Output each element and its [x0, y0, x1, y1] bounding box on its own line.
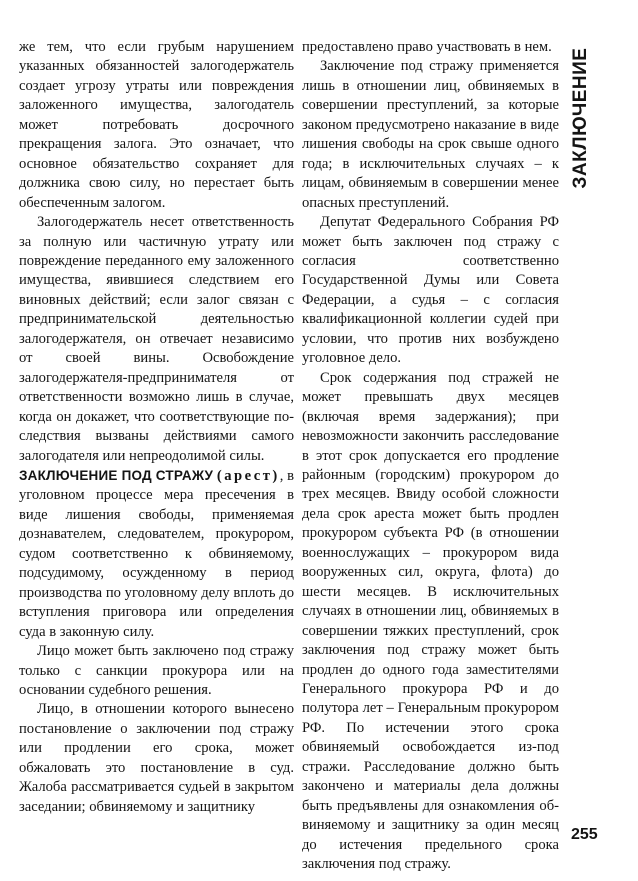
right-column	[302, 38, 559, 874]
entry-term: ЗАКЛЮЧЕНИЕ ПОД СТРАЖУ	[19, 467, 214, 483]
paragraph: Залогодержатель несет ответственность за полную или частичную утрату или повреждение переданного ему заложенного имущества, явившиеся следствием его виновных действий; если залог связан с предпринимательской деятельностью залогодержателя, он отвечает независимо от своей вины. Освобождение залогодержателя-предпринимателя от ответственности возможно лишь в случае, когда он докажет, что соответствующие последствия вызваны действиями самого залогодателя или непреодолимой силы.	[19, 214, 294, 464]
entry-term-synonym: (арест)	[216, 467, 280, 484]
dictionary-entry	[19, 466, 294, 642]
paragraph: Срок содержания под стражей не может превышать двух месяцев (включая время задержания); при невозможности закончить расследование в этот срок допускается его продление районным (городским) прокурором до трех месяцев. Ввиду особой сложности дела срок ареста может быть продлен прокурором субъекта РФ (в отношении военнослужащих – прокурором вида вооруженных сил, округа, флота) до шести месяцев. В исключительных случаях в отношении лиц, обвиняемых в совершении тяжких преступлений, срок заключения под стражу может быть продлен до одного года заместителями Генерального прокурора РФ и до полутора лет – Генеральным прокурором РФ. По истечении этого срока обвиняемый освобождается из-под стражи. Расследование должно быть закончено и материалы дела должны быть предъявлены для ознакомления обвиняемому и защитнику за один месяц до истечения предельного срока заключения под стражу.	[302, 369, 559, 873]
paragraph: предоставлено право участвовать в нем.	[302, 39, 552, 55]
paragraph: Заключение под стражу применяется лишь в отношении лиц, обвиняемых в совершении преступлений, за которые законом предусмотрено наказание в виде лишения свободы на срок свыше одного года; в исключительных случаях – к лицам, обвиняемым в совершении менее опасных преступлений.	[302, 58, 559, 211]
paragraph: Лицо может быть заключено под стражу только с санкции прокурора или на основании судебного решения.	[19, 643, 294, 698]
paragraph: Лицо, в отношении которого вынесено постановление о заключении под стражу или продлении его срока, может обжаловать это постановление в суд. Жалоба рассматривается судьей в закрытом заседании; обвиняемому и защитнику	[19, 701, 294, 815]
left-column	[19, 38, 294, 817]
running-head-text: ЗАКЛЮЧЕНИЕ	[570, 47, 591, 189]
entry-definition: , в уголовном процессе мера пресечения в виде лишения свободы, применяемая дознавателем, следователем, прокурором, судом соответственно к обвиняемому, подсудимому, осужденному в период производства по уголовному делу вплоть до вступления приговора или определения суда в законную силу.	[19, 467, 294, 640]
paragraph: же тем, что если грубым нарушением указанных обязанностей залогодержатель создает угрозу утраты или повреждения заложенного имущества, залогодатель может потребовать досрочного прекращения залога. Это означает, что основное обязательство сохраняет для должника свою силу, но перестает быть обеспеченным залогом.	[19, 39, 294, 211]
paragraph: Депутат Федерального Собрания РФ может быть заключен под стражу с согласия соответственно Государственной Думы или Совета Федерации, а судья – с согласия квалификационной коллегии судей при условии, что против них возбуждено уголовное дело.	[302, 214, 559, 367]
running-head	[566, 38, 596, 198]
page-number: 255	[571, 826, 598, 843]
